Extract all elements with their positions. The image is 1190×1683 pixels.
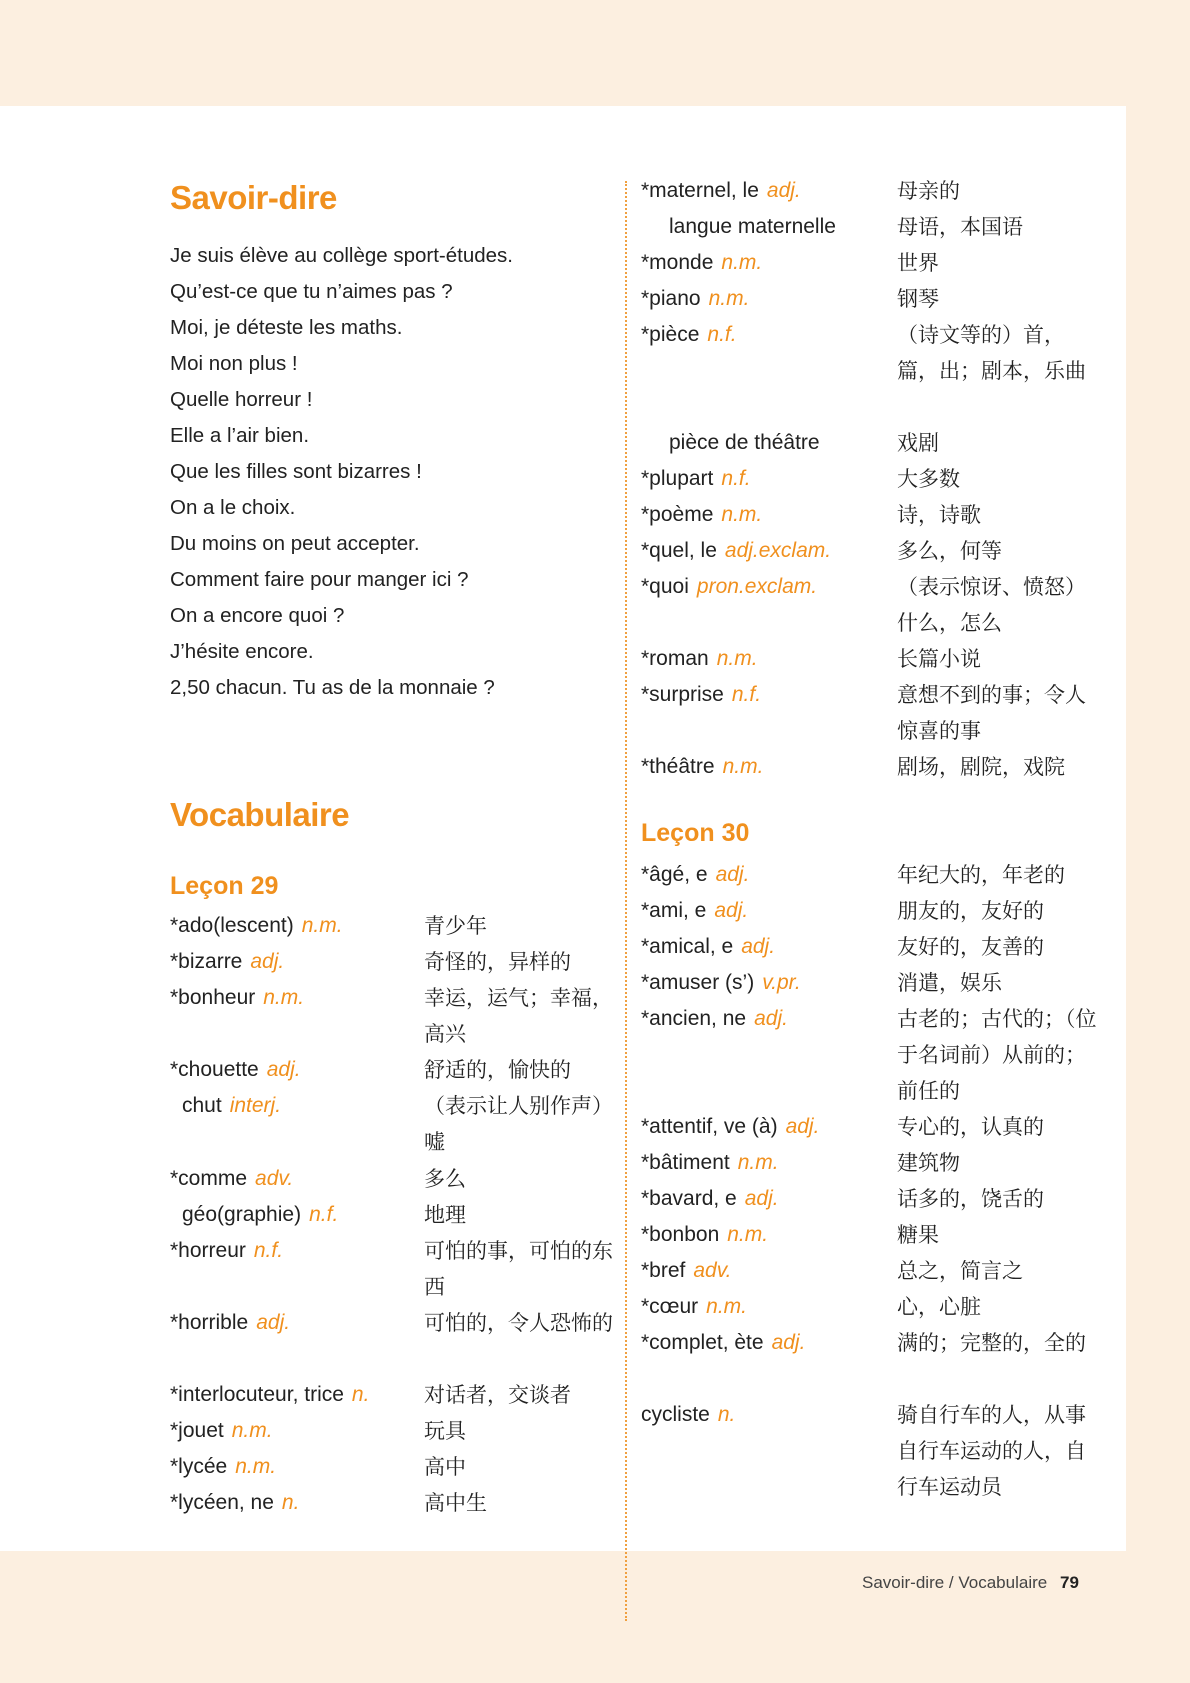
entry-translation: 多么，何等 (897, 539, 1002, 563)
entry-word: *théâtre n.m. (641, 755, 764, 778)
phrase: Comment faire pour manger ici ? (170, 568, 469, 591)
entry-translation: 戏剧 (897, 431, 939, 455)
entry-translation: 消遣，娱乐 (897, 971, 1002, 995)
entry-word: géo(graphie) n.f. (182, 1203, 339, 1226)
entry-translation: 高中生 (424, 1491, 487, 1515)
entry-translation: 可怕的事，可怕的东西 (424, 1239, 613, 1299)
entry-translation: 建筑物 (897, 1151, 960, 1175)
phrase: J’hésite encore. (170, 640, 314, 663)
entry-word: *bonheur n.m. (170, 986, 305, 1009)
page (0, 106, 1126, 1551)
entry-word: *interlocuteur, trice n. (170, 1383, 370, 1406)
entry-translation: 话多的，饶舌的 (897, 1187, 1044, 1211)
entry-translation: 多么 (424, 1167, 466, 1191)
entry-translation: 钢琴 (897, 287, 939, 311)
vocabulaire-title: Vocabulaire (170, 796, 350, 833)
entry-translation: 大多数 (897, 467, 960, 491)
entry-word: *horrible adj. (170, 1311, 291, 1334)
entry-word: *amuser (s’) v.pr. (641, 971, 801, 994)
entry-word: *jouet n.m. (170, 1419, 273, 1442)
phrase: Elle a l’air bien. (170, 424, 310, 447)
entry-word: langue maternelle (669, 215, 836, 238)
entry-translation: 高中 (424, 1455, 466, 1479)
entry-translation: 舒适的，愉快的 (424, 1058, 571, 1082)
entry-translation: 古老的；古代的；（位于名词前）从前的；前任的 (897, 1007, 1097, 1103)
entry-word: *pièce n.f. (641, 323, 737, 346)
entry-translation: 幸运，运气；幸福，高兴 (424, 986, 613, 1046)
entry-word: *roman n.m. (641, 647, 758, 670)
entry-translation: （表示让人别作声）嘘 (424, 1094, 613, 1154)
entry-word: *bref adv. (641, 1259, 732, 1282)
entry-word: *ado(lescent) n.m. (170, 914, 343, 937)
entry-translation: （表示惊讶、愤怒）什么，怎么 (897, 575, 1086, 635)
entry-translation: 世界 (897, 251, 939, 275)
entry-word: pièce de théâtre (669, 431, 820, 454)
footer-section-label: Savoir-dire / Vocabulaire (862, 1573, 1048, 1592)
entry-translation: 专心的，认真的 (897, 1115, 1044, 1139)
phrase: Moi, je déteste les maths. (170, 316, 403, 339)
phrase: Quelle horreur ! (170, 388, 313, 411)
entry-translation: 满的；完整的，全的 (897, 1331, 1086, 1355)
entry-translation: 对话者，交谈者 (424, 1383, 571, 1407)
entry-word: *lycée n.m. (170, 1455, 277, 1478)
entry-translation: 长篇小说 (897, 647, 981, 671)
entry-word: *complet, ète adj. (641, 1331, 806, 1354)
entry-translation: 意想不到的事；令人惊喜的事 (897, 683, 1086, 743)
entry-word: *attentif, ve (à) adj. (641, 1115, 820, 1138)
entry-word: *comme adv. (170, 1167, 294, 1190)
entry-word: *amical, e adj. (641, 935, 776, 958)
entry-word: *lycéen, ne n. (170, 1491, 300, 1514)
entry-translation: 骑自行车的人，从事自行车运动的人，自行车运动员 (897, 1403, 1086, 1499)
savoir-dire-title: Savoir-dire (170, 179, 337, 216)
entry-translation: 友好的，友善的 (897, 935, 1044, 959)
phrase: Je suis élève au collège sport-études. (170, 244, 514, 267)
entry-word: *ami, e adj. (641, 899, 749, 922)
entry-translation: 玩具 (424, 1419, 466, 1443)
entry-word: cycliste n. (641, 1403, 736, 1426)
entry-word: *monde n.m. (641, 251, 763, 274)
entry-translation: 母亲的 (897, 179, 960, 203)
phrase: On a le choix. (170, 496, 296, 519)
entry-word: *quoi pron.exclam. (641, 575, 818, 598)
entry-word: *cœur n.m. (641, 1295, 748, 1318)
entry-word: *surprise n.f. (641, 683, 762, 706)
entry-word: *quel, le adj.exclam. (641, 539, 832, 562)
entry-translation: 可怕的，令人恐怖的 (424, 1311, 613, 1335)
phrase: Que les filles sont bizarres ! (170, 460, 422, 483)
page-number: 79 (1060, 1573, 1079, 1592)
entry-translation: 母语，本国语 (897, 215, 1023, 239)
entry-translation: 剧场，剧院，戏院 (897, 755, 1065, 779)
entry-translation: （诗文等的）首，篇，出；剧本，乐曲 (897, 323, 1086, 383)
lecon-30-title: Leçon 30 (641, 819, 750, 847)
entry-word: *bizarre adj. (170, 950, 285, 973)
phrase: Qu’est-ce que tu n’aimes pas ? (170, 280, 453, 303)
entry-word: *chouette adj. (170, 1058, 301, 1081)
entry-translation: 诗，诗歌 (897, 503, 981, 527)
entry-word: chut interj. (182, 1094, 282, 1117)
entry-translation: 青少年 (424, 914, 487, 938)
entry-translation: 奇怪的，异样的 (424, 950, 571, 974)
phrase: On a encore quoi ? (170, 604, 345, 627)
entry-translation: 糖果 (897, 1223, 939, 1247)
entry-word: *poème n.m. (641, 503, 763, 526)
entry-translation: 朋友的，友好的 (897, 899, 1044, 923)
entry-word: *piano n.m. (641, 287, 750, 310)
phrase: Du moins on peut accepter. (170, 532, 420, 555)
column-divider (625, 181, 627, 1621)
entry-word: *plupart n.f. (641, 467, 751, 490)
entry-translation: 年纪大的，年老的 (897, 863, 1065, 887)
entry-word: *bâtiment n.m. (641, 1151, 779, 1174)
entry-translation: 心，心脏 (897, 1295, 981, 1319)
entry-word: *âgé, e adj. (641, 863, 750, 886)
phrase: Moi non plus ! (170, 352, 298, 375)
lecon-29-title: Leçon 29 (170, 872, 279, 900)
entry-word: *bavard, e adj. (641, 1187, 779, 1210)
entry-translation: 地理 (424, 1203, 466, 1227)
phrase: 2,50 chacun. Tu as de la monnaie ? (170, 676, 495, 699)
entry-translation: 总之，简言之 (897, 1259, 1023, 1283)
entry-word: *maternel, le adj. (641, 179, 801, 202)
entry-word: *horreur n.f. (170, 1239, 284, 1262)
entry-word: *ancien, ne adj. (641, 1007, 788, 1030)
entry-word: *bonbon n.m. (641, 1223, 769, 1246)
